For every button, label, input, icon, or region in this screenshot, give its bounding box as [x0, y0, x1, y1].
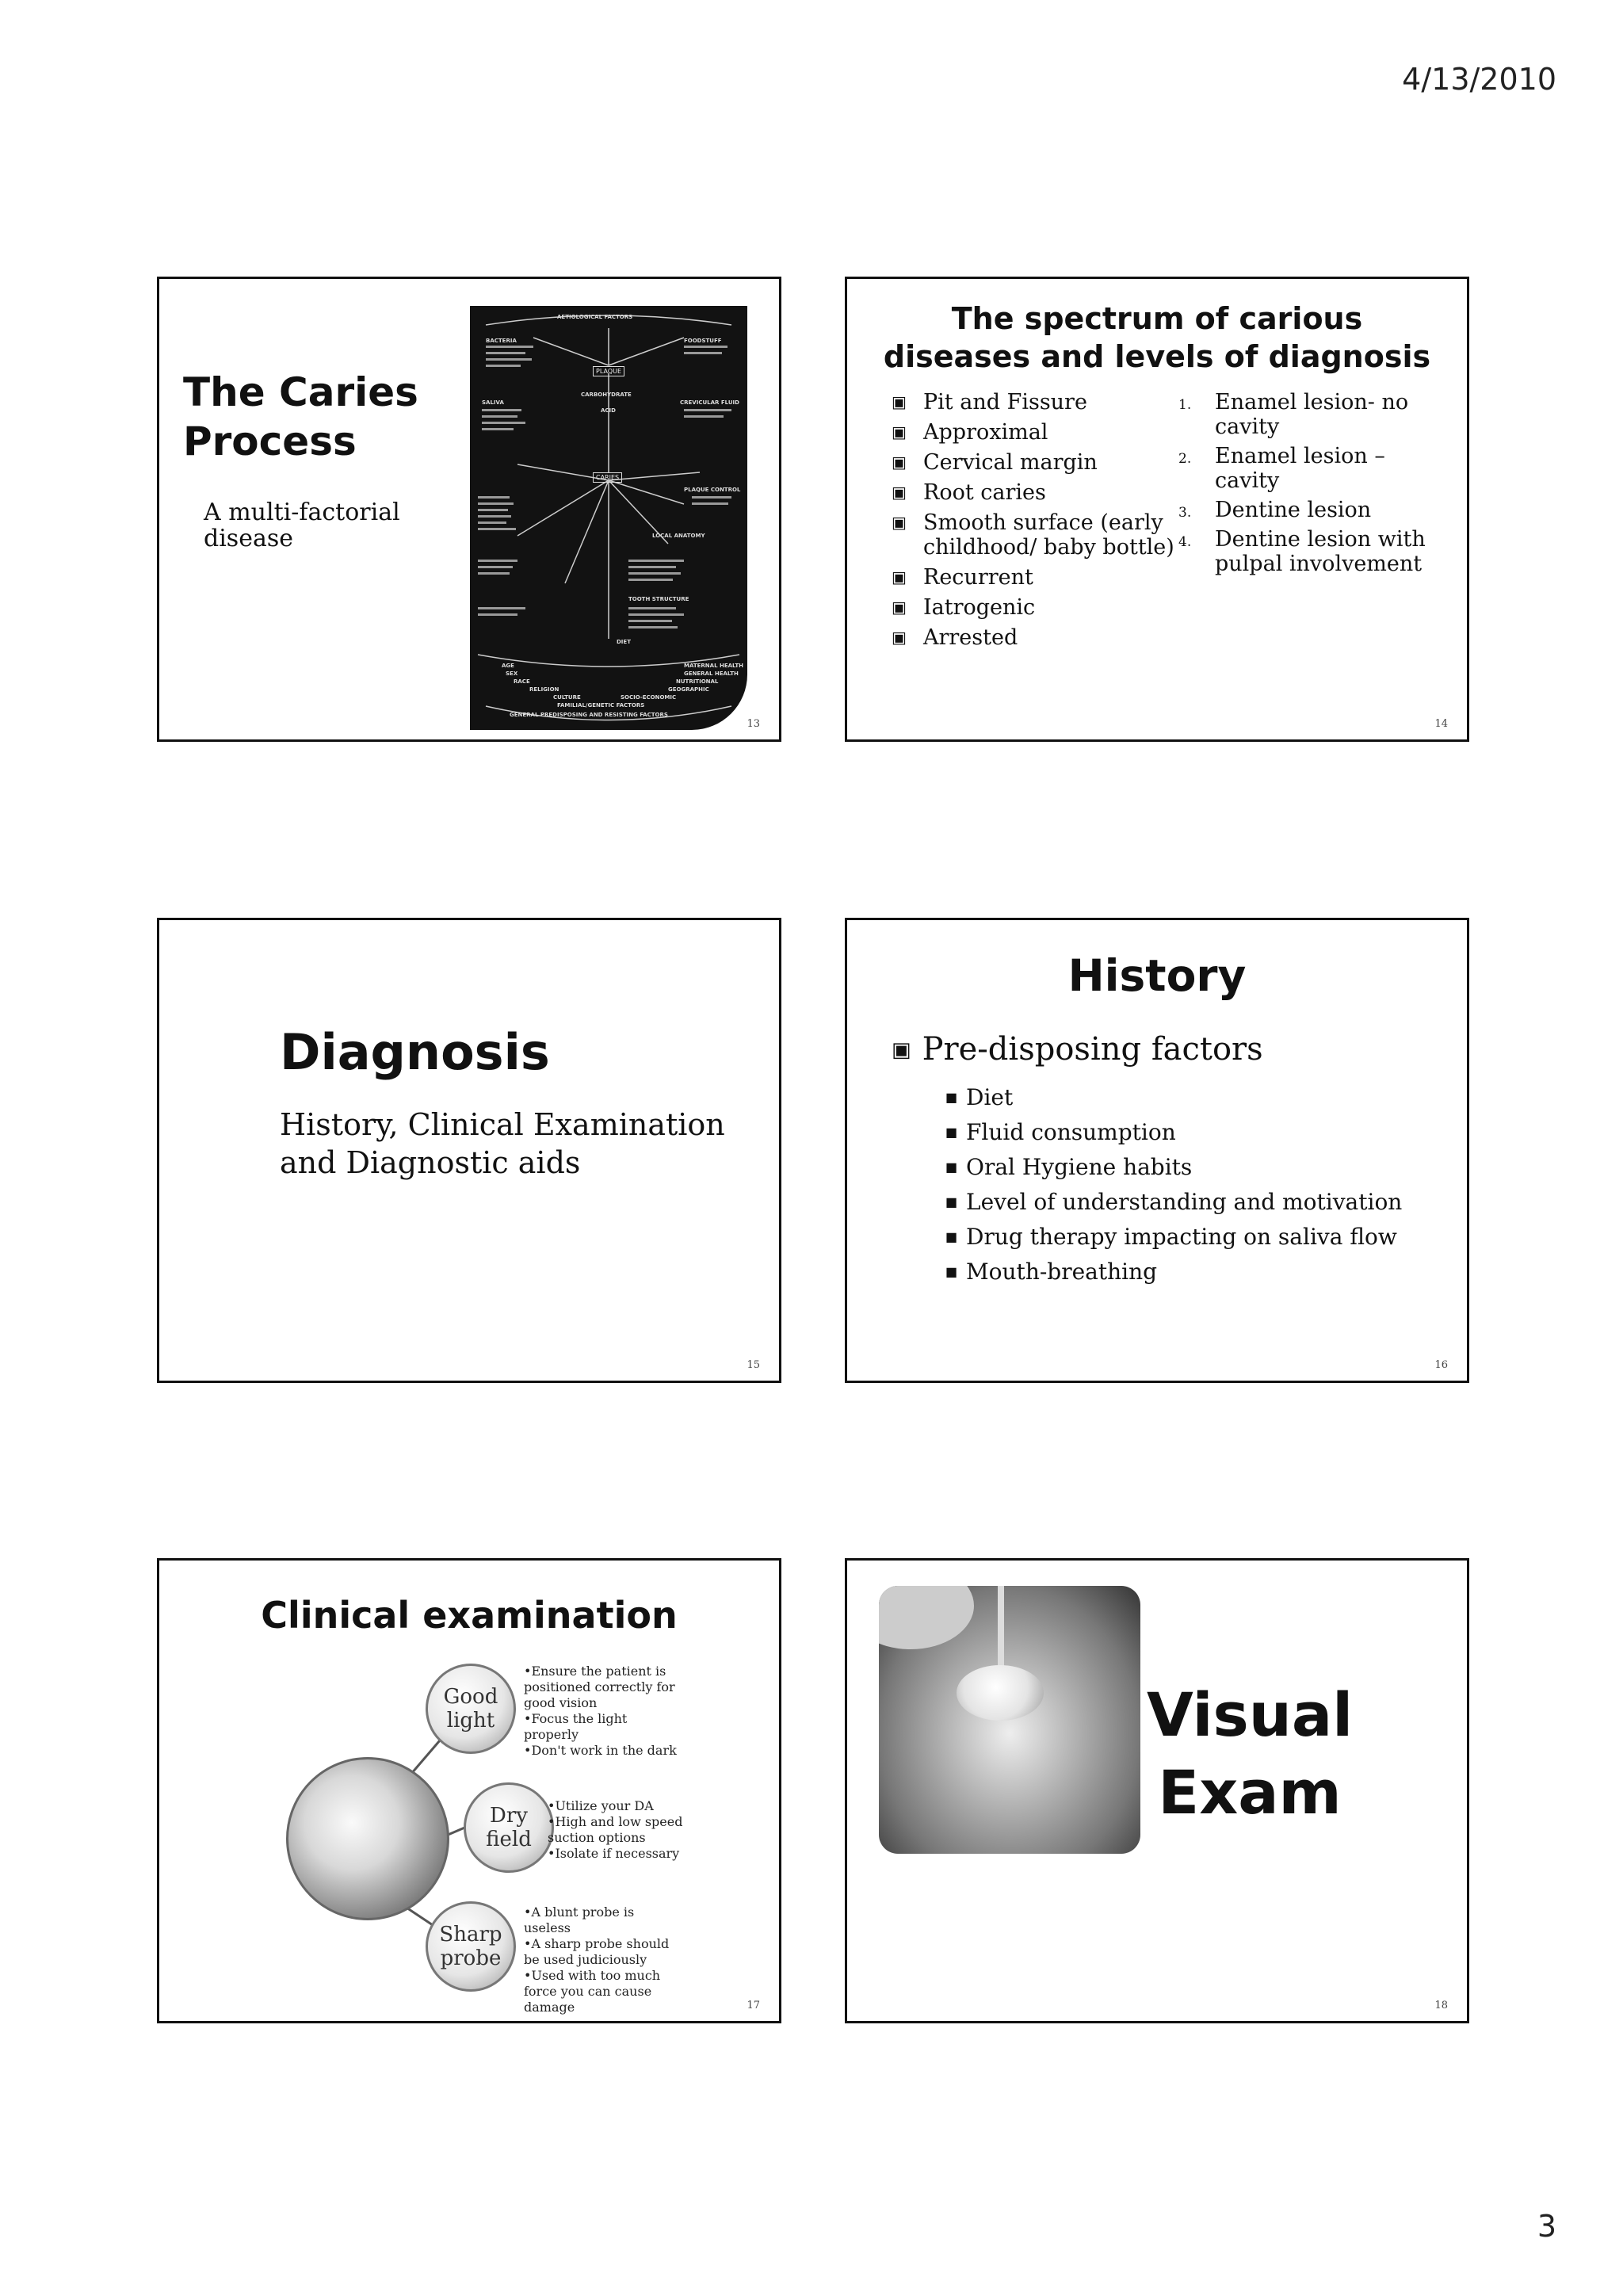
slide-13 — [157, 277, 781, 742]
checkbox-bullet-icon: ▣ — [892, 1038, 911, 1062]
photo-mirror-stem — [998, 1586, 1004, 1673]
diagram-label-diet: DIET — [617, 639, 631, 645]
title-line-1: Visual — [1147, 1679, 1354, 1750]
list-item: ▣ Recurrent — [892, 565, 1177, 590]
circle-label-line-1: Sharp — [439, 1923, 502, 1946]
slide-16 — [845, 918, 1469, 1383]
photo-mirror-head — [957, 1665, 1044, 1721]
title-line-1: The Caries — [183, 369, 418, 415]
slide-subtitle: A multi-factorial disease — [204, 499, 400, 552]
item-number: 4. — [1178, 534, 1192, 550]
header-date: 4/13/2010 — [1402, 62, 1556, 97]
list-item: ▣ Iatrogenic — [892, 595, 1177, 620]
good-light-notes — [524, 1664, 682, 1759]
list-item: ■ Fluid consumption — [945, 1115, 1402, 1150]
dental-mirror-image — [286, 1757, 449, 1920]
slide-15 — [157, 918, 781, 1383]
title-line-2: diseases and levels of diagnosis — [883, 339, 1431, 374]
sub-bullet-list — [945, 1080, 1402, 1289]
list-item: ■ Level of understanding and motivation — [945, 1185, 1402, 1220]
item-text: Enamel lesion – cavity — [1215, 444, 1385, 493]
subtitle-line-1: History, Clinical Examination — [280, 1107, 725, 1142]
diagram-label-tooth-structure: TOOTH STRUCTURE — [628, 596, 689, 602]
item-number: 3. — [1178, 505, 1192, 521]
diagram-label-bacteria: BACTERIA — [486, 338, 517, 344]
diagram-label-religion: RELIGION — [529, 686, 559, 693]
note-item: •Used with too much force you can cause damage — [524, 1968, 661, 2015]
item-text: Dentine lesion — [1215, 498, 1372, 522]
circle-label-line-2: light — [446, 1709, 495, 1733]
subtitle-line-2: and Diagnostic aids — [280, 1145, 581, 1180]
circle-label-line-2: probe — [440, 1946, 502, 1970]
good-light-circle — [426, 1664, 516, 1754]
diagram-top-label: AETIOLOGICAL FACTORS — [557, 314, 633, 320]
slide-number: 13 — [747, 718, 760, 730]
diagram-label-general-health: GENERAL HEALTH — [684, 670, 739, 677]
note-item: •Ensure the patient is positioned correctly for good vision — [524, 1664, 675, 1710]
list-item — [1178, 390, 1440, 439]
diagram-label-local-anatomy: LOCAL ANATOMY — [652, 533, 705, 539]
slide-number: 18 — [1434, 2000, 1448, 2011]
dry-field-circle — [464, 1782, 554, 1873]
main-bullet-text: Pre-disposing factors — [922, 1031, 1263, 1068]
aetiological-factors-diagram — [470, 306, 747, 730]
photo-lip-shape — [879, 1586, 974, 1649]
list-item: ■ Diet — [945, 1080, 1402, 1115]
diagram-label-maternal-health: MATERNAL HEALTH — [684, 663, 743, 669]
list-item: ■ Drug therapy impacting on saliva flow — [945, 1220, 1402, 1255]
diagram-label-age: AGE — [502, 663, 514, 669]
diagram-label-general-predisposing: GENERAL PREDISPOSING AND RESISTING FACTORS — [510, 712, 668, 718]
diagram-label-caries: CARIES — [593, 472, 622, 483]
list-item: ▣ Smooth surface (early childhood/ baby bottle) — [892, 510, 1177, 560]
numbered-list — [1178, 390, 1440, 581]
list-item: ■ Mouth-breathing — [945, 1255, 1402, 1289]
slide-17 — [157, 1558, 781, 2023]
diagram-label-sex: SEX — [506, 670, 518, 677]
slide-number: 17 — [747, 2000, 760, 2011]
diagram-label-familial-genetic: FAMILIAL/GENETIC FACTORS — [557, 702, 645, 709]
slide-title — [1147, 1676, 1353, 1832]
list-item: ▣ Approximal — [892, 420, 1177, 445]
sharp-probe-notes — [524, 1904, 682, 2015]
note-item: •Isolate if necessary — [548, 1846, 680, 1861]
slide-number: 16 — [1434, 1359, 1448, 1371]
diagram-label-acid: ACID — [601, 407, 616, 414]
slide-number: 14 — [1434, 718, 1448, 730]
note-item: •High and low speed suction options — [548, 1814, 683, 1845]
diagram-label-saliva: SALIVA — [482, 399, 504, 406]
slide-title: Diagnosis — [280, 1023, 550, 1081]
note-item: •Focus the light properly — [524, 1711, 628, 1742]
diagram-label-socio-economic: SOCIO-ECONOMIC — [621, 694, 677, 701]
title-line-2: Exam — [1158, 1757, 1342, 1828]
page-number: 3 — [1537, 2209, 1556, 2244]
slide-14 — [845, 277, 1469, 742]
list-item — [1178, 527, 1440, 576]
list-item: ■ Oral Hygiene habits — [945, 1150, 1402, 1185]
circle-label-line-1: Good — [443, 1685, 498, 1709]
item-text: Enamel lesion- no cavity — [1215, 390, 1409, 439]
item-text: Dentine lesion with pulpal involvement — [1215, 527, 1426, 576]
slide-title — [183, 368, 418, 466]
diagram-label-carbohydrate: CARBOHYDRATE — [581, 392, 632, 398]
main-bullet — [892, 1031, 1263, 1068]
diagram-label-geographic: GEOGRAPHIC — [668, 686, 709, 693]
diagram-label-crevicular-fluid: CREVICULAR FLUID — [680, 399, 739, 406]
item-number: 2. — [1178, 451, 1192, 467]
diagram-label-plaque-control: PLAQUE CONTROL — [684, 487, 741, 493]
dry-field-notes — [548, 1798, 706, 1862]
slide-title — [847, 300, 1467, 376]
diagram-label-plaque: PLAQUE — [593, 366, 624, 376]
dental-exam-photo — [879, 1586, 1140, 1854]
circle-label-line-1: Dry — [490, 1804, 528, 1828]
list-item: ▣ Pit and Fissure — [892, 390, 1177, 415]
list-item: ▣ Arrested — [892, 625, 1177, 650]
note-item: •A blunt probe is useless — [524, 1904, 635, 1935]
slide-title: Clinical examination — [261, 1594, 678, 1637]
slide-18 — [845, 1558, 1469, 2023]
diagram-label-nutritional: NUTRITIONAL — [676, 678, 719, 685]
diagram-label-foodstuff: FOODSTUFF — [684, 338, 722, 344]
list-item — [1178, 444, 1440, 493]
list-item: ▣ Cervical margin — [892, 450, 1177, 475]
list-item: ▣ Root caries — [892, 480, 1177, 505]
title-line-2: Process — [183, 418, 357, 464]
list-item — [1178, 498, 1440, 522]
title-line-1: The spectrum of carious — [951, 301, 1363, 336]
note-item: •Don't work in the dark — [524, 1743, 677, 1758]
note-item: •A sharp probe should be used judiciously — [524, 1936, 670, 1967]
slide-title: History — [1067, 950, 1247, 1001]
diagram-label-race: RACE — [514, 678, 530, 685]
item-number: 1. — [1178, 397, 1192, 413]
slide-number: 15 — [747, 1359, 760, 1371]
slide-subtitle — [280, 1106, 725, 1182]
note-item: •Utilize your DA — [548, 1798, 654, 1813]
diagram-label-culture: CULTURE — [553, 694, 581, 701]
circle-label-line-2: field — [486, 1828, 532, 1851]
bullet-list — [892, 390, 1177, 655]
sharp-probe-circle — [426, 1901, 516, 1992]
